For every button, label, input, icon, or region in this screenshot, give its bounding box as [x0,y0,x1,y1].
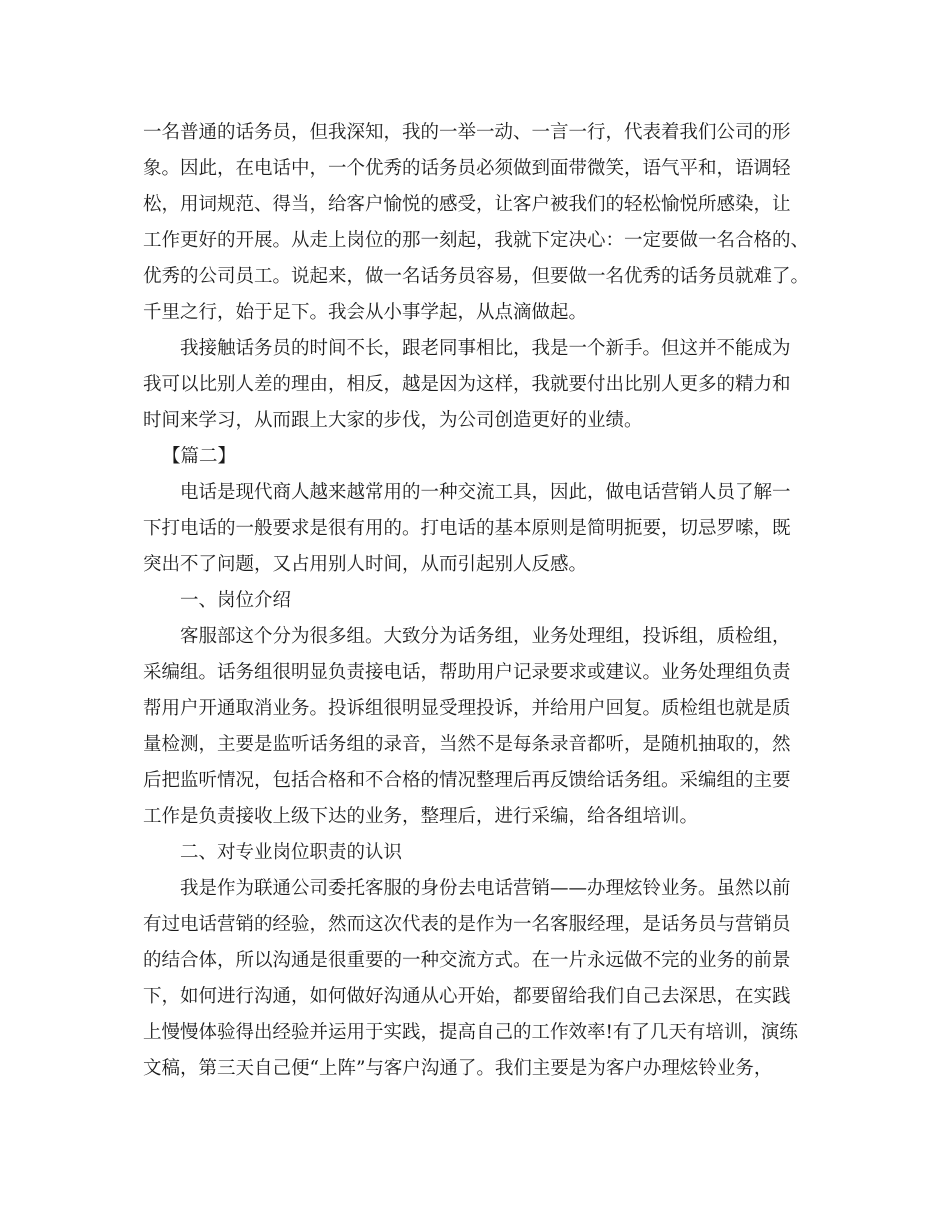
paragraph-line: 客服部这个分为很多组。大致分为话务组，业务处理组，投诉组，质检组， [180,626,791,647]
paragraph-line: 时间来学习，从而跟上大家的步伐，为公司创造更好的业绩。 [143,410,643,431]
paragraph-line: 我是作为联通公司委托客服的身份去电话营销——办理炫铃业务。虽然以前 [180,878,791,899]
paragraph-line: 量检测，主要是监听话务组的录音，当然不是每条录音都听，是随机抽取的，然 [143,734,791,755]
paragraph-line: 帮用户开通取消业务。投诉组很明显受理投诉，并给用户回复。质检组也就是质 [143,698,791,719]
paragraph-line: 我可以比别人差的理由，相反，越是因为这样，我就要付出比别人更多的精力和 [143,374,791,395]
paragraph-line: 文稿，第三天自己便“上阵”与客户沟通了。我们主要是为客户办理炫铃业务， [143,1058,773,1079]
paragraph-line: 千里之行，始于足下。我会从小事学起，从点滴做起。 [143,302,588,323]
paragraph-line: 优秀的公司员工。说起来，做一名话务员容易，但要做一名优秀的话务员就难了。 [143,266,810,287]
paragraph-line: 采编组。话务组很明显负责接电话，帮助用户记录要求或建议。业务处理组负责 [143,662,791,683]
paragraph-line: 一名普通的话务员，但我深知，我的一举一动、一言一行，代表着我们公司的形 [143,122,791,143]
paragraph-line: 上慢慢体验得出经验并运用于实践，提高自己的工作效率!有了几天有培训，演练 [143,1022,798,1043]
paragraph-line: 电话是现代商人越来越常用的一种交流工具，因此，做电话营销人员了解一 [180,482,791,503]
paragraph-line: 有过电话营销的经验，然而这次代表的是作为一名客服经理，是话务员与营销员 [143,914,791,935]
paragraph-line: 松，用词规范、得当，给客户愉悦的感受，让客户被我们的轻松愉悦所感染，让 [143,194,791,215]
section-heading: 【篇二】 [162,446,237,467]
paragraph-line: 下打电话的一般要求是很有用的。打电话的基本原则是简明扼要，切忌罗嗦，既 [143,518,791,539]
paragraph-line: 我接触话务员的时间不长，跟老同事相比，我是一个新手。但这并不能成为 [180,338,791,359]
paragraph-line: 工作是负责接收上级下达的业务，整理后，进行采编，给各组培训。 [143,806,699,827]
paragraph-line: 后把监听情况，包括合格和不合格的情况整理后再反馈给话务组。采编组的主要 [143,770,791,791]
paragraph-line: 下，如何进行沟通，如何做好沟通从心开始，都要留给我们自己去深思，在实践 [143,986,791,1007]
paragraph-line: 工作更好的开展。从走上岗位的那一刻起，我就下定决心：一定要做一名合格的、 [143,230,810,251]
subsection-heading: 二、对专业岗位职责的认识 [180,842,403,863]
paragraph-line: 突出不了问题，又占用别人时间，从而引起别人反感。 [143,554,588,575]
subsection-heading: 一、岗位介绍 [180,590,292,611]
paragraph-line: 的结合体，所以沟通是很重要的一种交流方式。在一片永远做不完的业务的前景 [143,950,791,971]
paragraph-line: 象。因此，在电话中，一个优秀的话务员必须做到面带微笑，语气平和，语调轻 [143,158,791,179]
